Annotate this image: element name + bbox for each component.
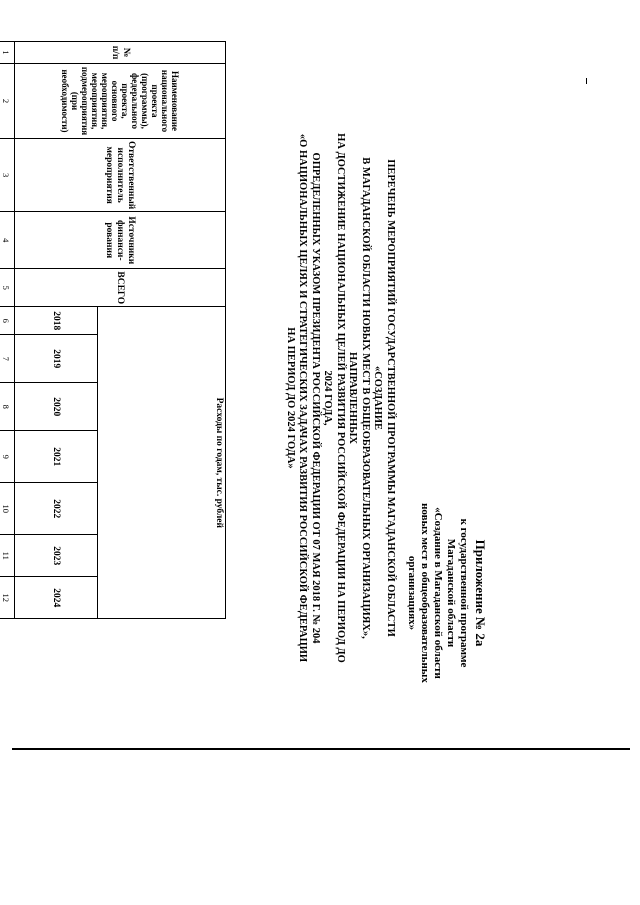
column-number: 9: [0, 431, 15, 483]
measures-table: [0, 41, 226, 619]
header-year: 2019: [15, 335, 98, 383]
appendix-block: [405, 458, 488, 728]
column-number: 7: [0, 335, 15, 383]
appendix-title: Приложение № 2а: [473, 539, 488, 647]
page-break-rule: [12, 748, 630, 750]
column-number: 12: [0, 577, 15, 619]
header-executor: Ответственный исполнитель мероприятия: [15, 139, 226, 212]
header-year: 2022: [15, 483, 98, 535]
column-number: 2: [0, 64, 15, 139]
scan-mark: [586, 78, 587, 84]
header-expenses: Расходы по годам, тыс. рублей: [98, 307, 226, 619]
appendix-line: к государственной программе: [458, 518, 470, 668]
heading-line: НА ДОСТИЖЕНИЕ НАЦИОНАЛЬНЫХ ЦЕЛЕЙ РАЗВИТИЯ РОССИЙСКОЙ ФЕДЕРАЦИИ НА ПЕРИОД ДО 2024 ГОДА,: [322, 133, 346, 663]
heading-line: «О НАЦИОНАЛЬНЫХ ЦЕЛЯХ И СТРАТЕГИЧЕСКИХ ЗАДАЧАХ РАЗВИТИЯ РОССИЙСКОЙ ФЕДЕРАЦИИ: [297, 133, 309, 663]
column-number: 5: [0, 269, 15, 307]
document-heading: [284, 128, 397, 668]
heading-line: ОПРЕДЕЛЕННЫХ УКАЗОМ ПРЕЗИДЕНТА РОССИЙСКОЙ ФЕДЕРАЦИИ ОТ 07 МАЯ 2018 Г. № 204: [310, 152, 321, 644]
header-total: ВСЕГО: [15, 269, 226, 307]
column-number: 8: [0, 383, 15, 431]
header-year: 2020: [15, 383, 98, 431]
heading-line: ПЕРЕЧЕНЬ МЕРОПРИЯТИЙ ГОСУДАРСТВЕННОЙ ПРОГРАММЫ МАГАДАНСКОЙ ОБЛАСТИ «СОЗДАНИЕ: [372, 159, 396, 637]
appendix-line: Магаданской области: [445, 538, 457, 648]
column-number: 6: [0, 307, 15, 335]
header-name: Наименование национального проекта (программы), федерального проекта, основного мероприятия, мероприятия, подмероприятия (при необходимости): [15, 64, 226, 139]
heading-line: В МАГАДАНСКОЙ ОБЛАСТИ НОВЫХ МЕСТ В ОБЩЕОБРАЗОВАТЕЛЬНЫХ ОРГАНИЗАЦИЯХ», НАПРАВЛЕННЫХ: [347, 157, 371, 639]
column-number: 1: [0, 42, 15, 64]
rotated-document-content: [0, 28, 496, 743]
header-year: 2024: [15, 577, 98, 619]
header-num: № п/п: [15, 42, 226, 64]
header-source: Источники финанси-рования: [15, 212, 226, 269]
appendix-line: «Создание в Магаданской области: [432, 507, 444, 679]
header-year: 2023: [15, 535, 98, 577]
column-number: 11: [0, 535, 15, 577]
header-year: 2018: [15, 307, 98, 335]
appendix-line: организациях»: [406, 555, 418, 631]
heading-line: НА ПЕРИОД ДО 2024 ГОДА»: [285, 327, 296, 469]
column-number: 10: [0, 483, 15, 535]
column-number: 3: [0, 139, 15, 212]
column-number: 4: [0, 212, 15, 269]
header-year: 2021: [15, 431, 98, 483]
appendix-line: новых мест в общеобразовательных: [419, 503, 431, 683]
